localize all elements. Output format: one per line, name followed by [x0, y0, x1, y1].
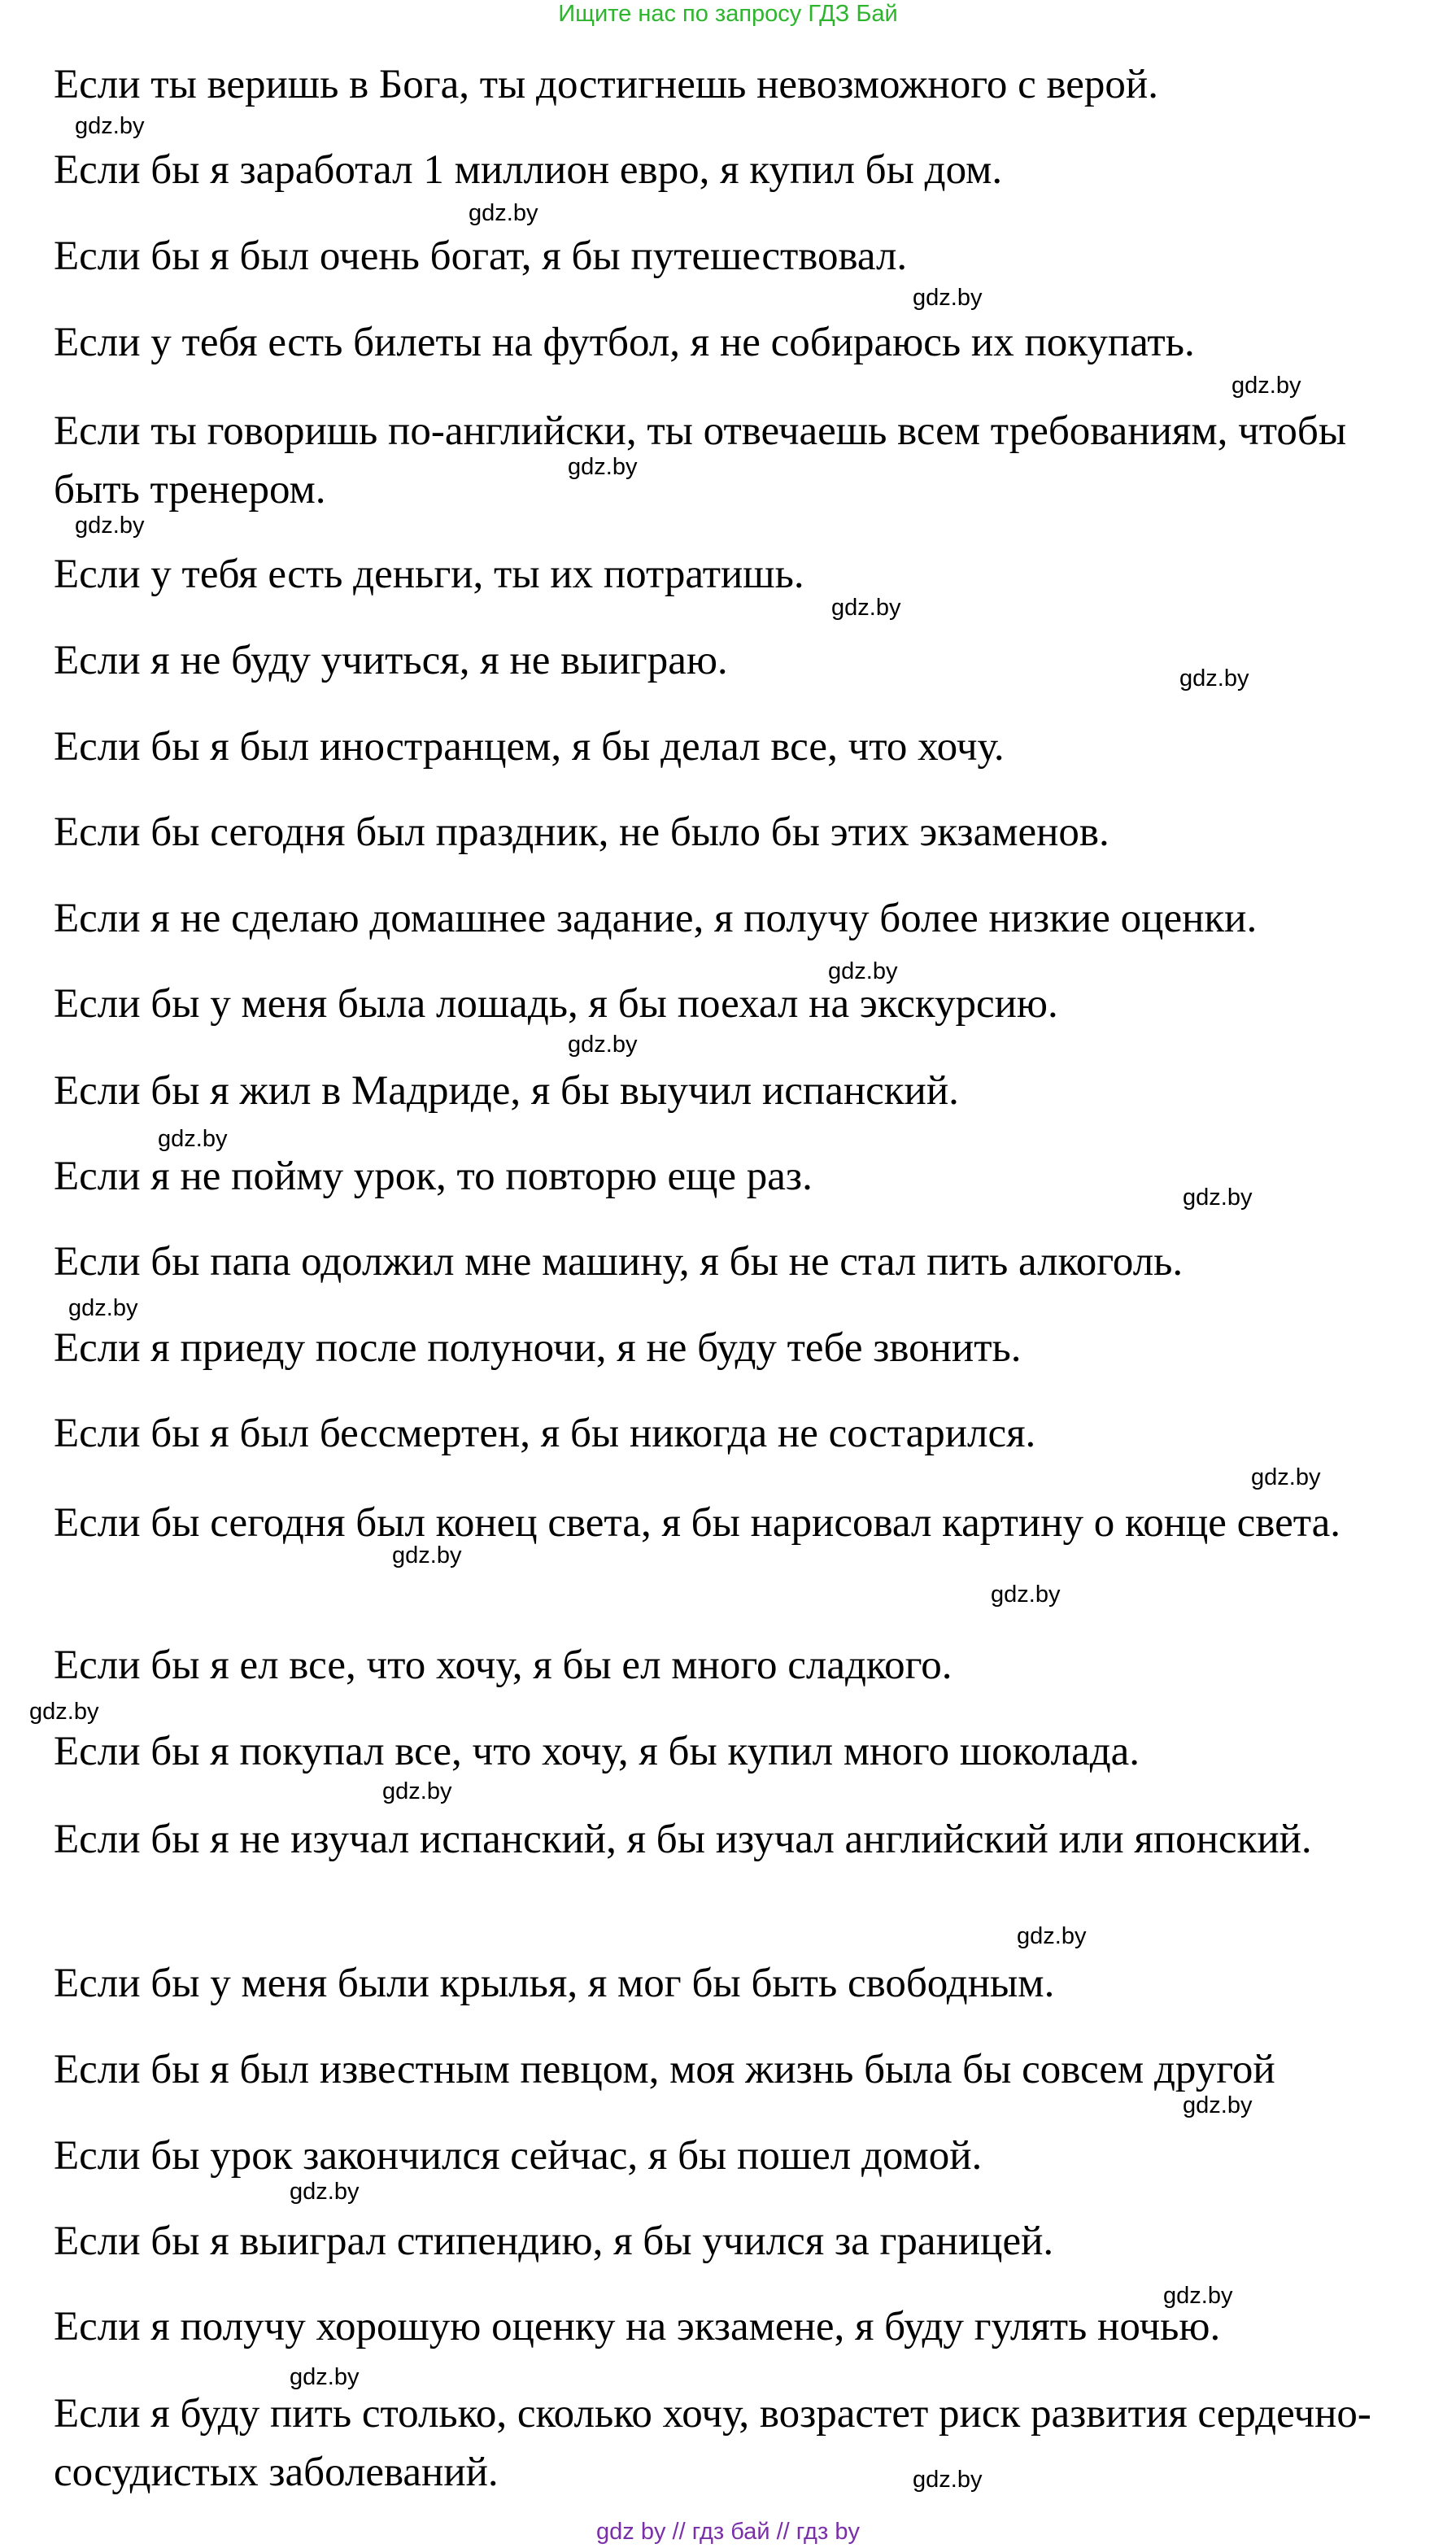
watermark: gdz.by: [382, 1778, 452, 1804]
sentence: Если я буду пить столько, сколько хочу, возрастет риск развития сердечно-сосудистых заболеваний.: [54, 2391, 1371, 2495]
sentence: Если бы папа одолжил мне машину, я бы не стал пить алкоголь.: [54, 1239, 1184, 1285]
sentence: Если бы сегодня был праздник, не было бы этих экзаменов.: [54, 809, 1109, 855]
footer-banner: gdz by // гдз бай // гдз by: [596, 2519, 860, 2545]
sentence: Если я приеду после полуночи, я не буду тебе звонить.: [54, 1325, 1022, 1371]
watermark: gdz.by: [158, 1126, 228, 1152]
watermark: gdz.by: [1251, 1464, 1321, 1490]
sentence: Если ты говоришь по-английски, ты отвечаешь всем требованиям, чтобы быть тренером.: [54, 408, 1347, 513]
sentence: Если я не пойму урок, то повторю еще раз.: [54, 1154, 813, 1199]
watermark: gdz.by: [1179, 665, 1249, 692]
watermark: gdz.by: [1017, 1923, 1087, 1949]
top-banner: Ищите нас по запросу ГДЗ Бай: [558, 1, 898, 27]
sentence: Если бы я не изучал испанский, я бы изучал английский или японский.: [54, 1817, 1312, 1862]
sentence: Если бы я ел все, что хочу, я бы ел много сладкого.: [54, 1643, 953, 1688]
watermark: gdz.by: [1183, 2092, 1253, 2118]
sentence: Если у тебя есть билеты на футбол, я не собираюсь их покупать.: [54, 320, 1195, 365]
watermark: gdz.by: [1163, 2283, 1233, 2309]
sentence: Если бы я был очень богат, я бы путешествовал.: [54, 233, 908, 279]
sentence: Если бы у меня была лошадь, я бы поехал на экскурсию.: [54, 981, 1058, 1027]
watermark: gdz.by: [392, 1542, 462, 1569]
watermark: gdz.by: [913, 2467, 983, 2493]
sentence: Если бы урок закончился сейчас, я бы пошел домой.: [54, 2133, 983, 2179]
sentence: Если бы я был бессмертен, я бы никогда не состарился.: [54, 1411, 1036, 1456]
sentence: Если бы я был иностранцем, я бы делал все, что хочу.: [54, 724, 1005, 770]
watermark: gdz.by: [290, 2364, 360, 2390]
watermark: gdz.by: [75, 113, 145, 139]
watermark: gdz.by: [568, 454, 638, 480]
watermark: gdz.by: [991, 1582, 1061, 1608]
sentence: Если у тебя есть деньги, ты их потратишь.: [54, 552, 804, 597]
watermark: gdz.by: [913, 285, 983, 311]
watermark: gdz.by: [831, 595, 901, 621]
sentence: Если я получу хорошую оценку на экзамене, я буду гулять ночью.: [54, 2304, 1221, 2349]
watermark: gdz.by: [290, 2179, 360, 2205]
sentence: Если бы я жил в Мадриде, я бы выучил испанский.: [54, 1068, 959, 1114]
watermark: gdz.by: [1231, 373, 1301, 399]
sentence: Если ты веришь в Бога, ты достигнешь невозможного с верой.: [54, 62, 1158, 107]
watermark: gdz.by: [29, 1699, 99, 1725]
watermark: gdz.by: [68, 1295, 138, 1321]
watermark: gdz.by: [568, 1032, 638, 1058]
sentence: Если бы я покупал все, что хочу, я бы купил много шоколада.: [54, 1729, 1140, 1774]
sentence: Если бы сегодня был конец света, я бы нарисовал картину о конце света.: [54, 1500, 1341, 1546]
sentence: Если бы у меня были крылья, я мог бы быть свободным.: [54, 1961, 1055, 2006]
watermark: gdz.by: [75, 513, 145, 539]
sentence: Если бы я заработал 1 миллион евро, я купил бы дом.: [54, 147, 1003, 193]
watermark: gdz.by: [1183, 1185, 1253, 1211]
sentence: Если бы я выиграл стипендию, я бы учился за границей.: [54, 2219, 1054, 2264]
watermark: gdz.by: [828, 958, 898, 984]
sentence: Если я не сделаю домашнее задание, я получу более низкие оценки.: [54, 896, 1258, 941]
sentence: Если бы я был известным певцом, моя жизнь была бы совсем другой: [54, 2047, 1275, 2092]
watermark: gdz.by: [469, 200, 538, 226]
sentence: Если я не буду учиться, я не выиграю.: [54, 638, 728, 683]
